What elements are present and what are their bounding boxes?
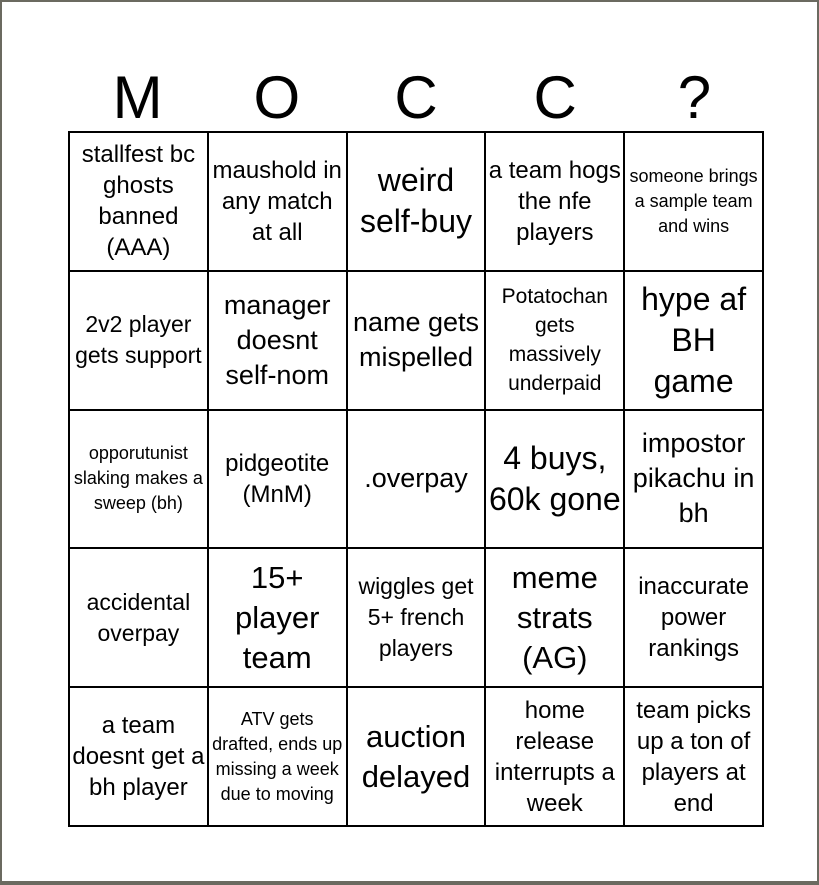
bingo-cell-text: Potatochan gets massively underpaid xyxy=(501,285,608,396)
bingo-cell-text: team picks up a ton of players at end xyxy=(636,696,751,817)
bingo-cell-r5c4[interactable] xyxy=(486,688,625,827)
bingo-cell-text: pidgeotite (MnM) xyxy=(225,449,330,508)
header-letter-2: O xyxy=(253,64,301,131)
bingo-cell-r1c4[interactable] xyxy=(486,133,625,272)
bingo-cell-text: impostor pikachu in bh xyxy=(632,428,755,529)
bingo-cell-r3c3[interactable] xyxy=(348,411,487,550)
bingo-cell-r5c1[interactable] xyxy=(70,688,209,827)
bingo-cell-text: name gets mispelled xyxy=(352,307,480,373)
bingo-cell-text: 4 buys, 60k gone xyxy=(488,439,621,517)
bingo-grid xyxy=(68,131,764,827)
bingo-cell-r2c4[interactable] xyxy=(486,272,625,411)
bingo-cell-r4c4[interactable] xyxy=(486,549,625,688)
bingo-cell-r2c1[interactable] xyxy=(70,272,209,411)
bingo-cell-text: wiggles get 5+ french players xyxy=(358,573,474,662)
bingo-cell-r3c2[interactable] xyxy=(209,411,348,550)
bingo-cell-r3c5[interactable] xyxy=(625,411,764,550)
bingo-cell-text: stallfest bc ghosts banned (AAA) xyxy=(81,141,196,262)
bingo-cell-r2c3[interactable] xyxy=(348,272,487,411)
bingo-cell-r1c2[interactable] xyxy=(209,133,348,272)
bingo-cell-r1c3[interactable] xyxy=(348,133,487,272)
bingo-card xyxy=(2,2,817,881)
bingo-cell-text: hype af BH game xyxy=(641,280,747,399)
bingo-header xyxy=(68,64,764,132)
header-letter-5: ? xyxy=(677,64,712,131)
bingo-cell-text: ATV gets drafted, ends up missing a week due to moving xyxy=(212,708,343,804)
bingo-cell-text: .overpay xyxy=(364,463,468,494)
bingo-cell-text: auction delayed xyxy=(361,718,471,794)
bingo-cell-r4c1[interactable] xyxy=(70,549,209,688)
bingo-cell-text: a team doesnt get a bh player xyxy=(72,712,205,802)
bingo-cell-r5c5[interactable] xyxy=(625,688,764,827)
bingo-cell-text: inaccurate power rankings xyxy=(638,573,749,663)
bingo-cell-text: 15+ player team xyxy=(234,559,320,675)
bingo-cell-text: home release interrupts a week xyxy=(494,696,615,817)
bingo-cell-r4c2[interactable] xyxy=(209,549,348,688)
bingo-cell-text: someone brings a sample team and wins xyxy=(629,165,758,236)
bingo-cell-r1c5[interactable] xyxy=(625,133,764,272)
bingo-cell-r1c1[interactable] xyxy=(70,133,209,272)
bingo-cell-text: meme strats (AG) xyxy=(511,559,598,675)
bingo-cell-text: opporutunist slaking makes a sweep (bh) xyxy=(73,443,203,514)
header-letter-3: C xyxy=(394,64,438,131)
bingo-cell-r5c2[interactable] xyxy=(209,688,348,827)
header-letter-4: C xyxy=(533,64,577,131)
bingo-cell-text: weird self-buy xyxy=(359,162,473,240)
bingo-cell-text: maushold in any match at all xyxy=(212,156,342,246)
bingo-cell-r3c4[interactable] xyxy=(486,411,625,550)
bingo-cell-r4c3[interactable] xyxy=(348,549,487,688)
header-letter-1: M xyxy=(112,64,163,131)
bingo-cell-text: accidental overpay xyxy=(86,588,191,646)
bingo-cell-r4c5[interactable] xyxy=(625,549,764,688)
bingo-cell-r2c5[interactable] xyxy=(625,272,764,411)
bingo-cell-text: 2v2 player gets support xyxy=(75,311,202,369)
bingo-cell-text: a team hogs the nfe players xyxy=(488,156,621,246)
bingo-cell-text: manager doesnt self-nom xyxy=(223,289,331,390)
bingo-cell-r2c2[interactable] xyxy=(209,272,348,411)
bingo-cell-r5c3[interactable] xyxy=(348,688,487,827)
bingo-cell-r3c1[interactable] xyxy=(70,411,209,550)
